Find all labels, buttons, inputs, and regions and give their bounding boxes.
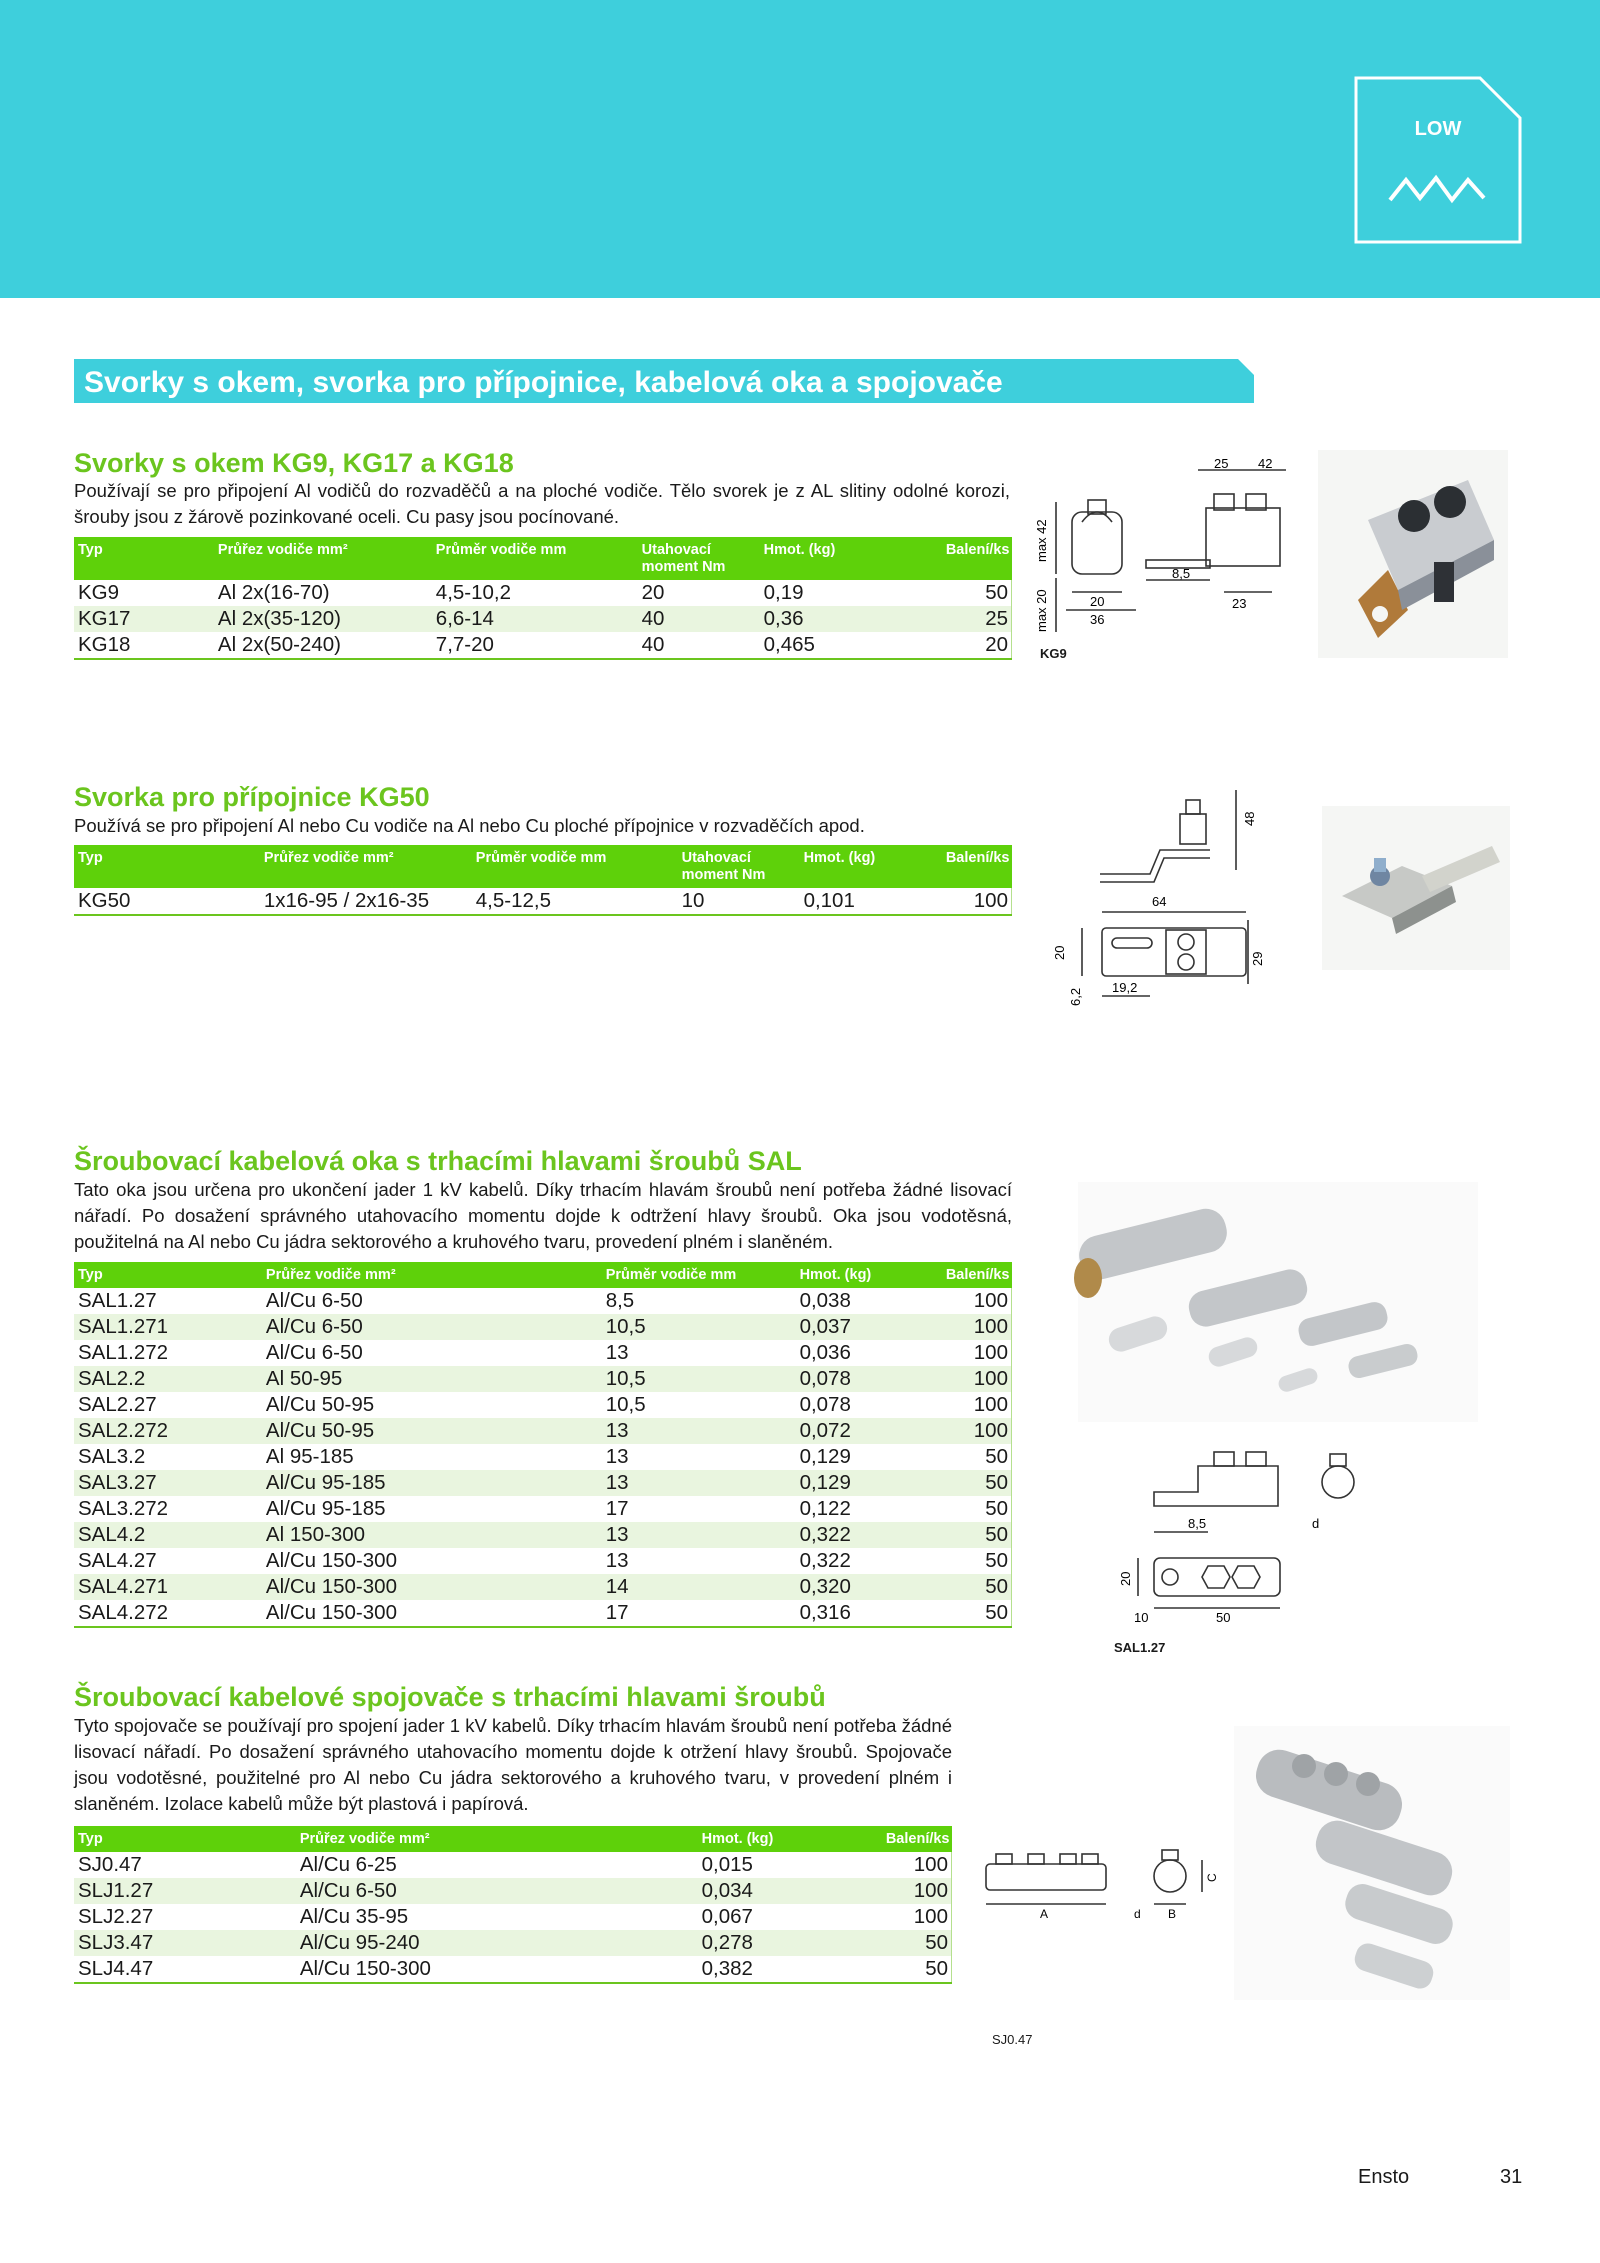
cell: 0,078 (796, 1366, 906, 1392)
cell: SAL2.27 (78, 1393, 157, 1416)
cell: 0,038 (799, 1289, 851, 1312)
cell: 50 (985, 1497, 1008, 1520)
cell: 0,067 (701, 1905, 753, 1928)
section-title-kg50: Svorka pro přípojnice KG50 (74, 782, 430, 812)
cell: 0,19 (763, 581, 804, 604)
cell: Al/Cu 6-50 (265, 1341, 363, 1364)
col-header: Balení/ks (906, 1262, 1012, 1288)
dim-label: 42 (1258, 456, 1273, 471)
cell: SAL3.272 (78, 1497, 169, 1520)
cell: 7,7-20 (435, 633, 494, 656)
cell: 13 (602, 1522, 796, 1548)
cell: 100 (818, 1878, 952, 1904)
table-row (74, 1878, 952, 1904)
cell: SJ0.47 (78, 1853, 142, 1876)
kg50-technical-drawing (1040, 770, 1265, 1014)
table-row (74, 1522, 1012, 1548)
table-row (74, 606, 1012, 632)
table-row (74, 1392, 1012, 1418)
cell: 0,034 (698, 1878, 818, 1904)
table-row (74, 1930, 952, 1956)
cell: Al 2x(16-70) (217, 581, 330, 604)
dim-label: 29 (1250, 951, 1265, 966)
col-header: Průměr vodiče mm (432, 537, 638, 580)
cell: 100 (973, 1289, 1008, 1312)
cell: 14 (602, 1574, 796, 1600)
cell: Al/Cu 95-185 (265, 1497, 386, 1520)
cell: 100 (906, 1418, 1012, 1444)
section-title-spojovace: Šroubovací kabelové spojovače s trhacími hlavami šroubů (74, 1682, 826, 1712)
dim-label: 25 (1214, 456, 1229, 471)
cell: 0,278 (698, 1930, 818, 1956)
table-row (74, 1904, 952, 1930)
col-header: Hmot. (kg) (796, 1262, 906, 1288)
col-header: Balení/ks (880, 537, 1012, 580)
section-desc-spojovace: Tyto spojovače se používají pro spojení jader 1 kV kabelů. Díky trhacím hlavám šroubů není potřeba žádné lisovací nářadí. Po dosažení správného utahovacího momentu dojde k otržení hlavy šroubů. Spojovače jsou vodotěsné, použitelné pro Al nebo Cu jádra sektorového a kruhového tvaru, v provedení plném i slaněném. Izolace kabelů může být plastová i papírová. (74, 1715, 952, 1814)
cell: 0,322 (796, 1522, 906, 1548)
cell: 13 (605, 1549, 629, 1572)
cell: Al 150-300 (262, 1522, 602, 1548)
cell: KG9 (78, 581, 120, 604)
col-header: Utahovací moment Nm (678, 845, 800, 888)
banner-title: Svorky s okem, svorka pro přípojnice, kabelová oka a spojovače (84, 366, 1003, 399)
dim-label: 6,2 (1068, 987, 1083, 1006)
cell: 13 (605, 1341, 629, 1364)
connectors-photo (1234, 1726, 1510, 2000)
cell: 13 (602, 1418, 796, 1444)
cell: SLJ1.27 (74, 1878, 296, 1904)
cell: SAL3.2 (78, 1445, 146, 1468)
cell: SAL4.27 (78, 1549, 157, 1572)
table-row (74, 1852, 952, 1878)
kg9-clamp-photo (1318, 450, 1508, 658)
col-header: Průřez vodiče mm² (214, 537, 432, 580)
cell: 10,5 (602, 1366, 796, 1392)
kg-table (74, 537, 1012, 660)
section-desc-sal: Tato oka jsou určena pro ukončení jader 1 kV kabelů. Díky trhacím hlavám šroubů není potřeba žádné lisovací nářadí. Po dosažení správného utahovacího momentu dojde k odtržení hlavy šroubů. Oka jsou vodotěsná, použitelná na Al nebo Cu jádra sektorového a kruhového tvaru, provedení plném i slaněném. (74, 1179, 1012, 1252)
cell: Al 50-95 (262, 1366, 602, 1392)
cell: KG18 (78, 633, 131, 656)
kg9-technical-drawing (1034, 456, 1298, 654)
dim-label: d (1312, 1516, 1320, 1531)
cell: Al/Cu 150-300 (265, 1601, 397, 1624)
cell: 0,036 (799, 1341, 851, 1364)
low-voltage-badge-icon (1354, 76, 1522, 244)
cell: 100 (973, 1393, 1008, 1416)
table-row (74, 632, 1012, 659)
cell: 0,36 (760, 606, 880, 632)
cell: Al/Cu 150-300 (265, 1549, 397, 1572)
cell: 0,122 (799, 1497, 851, 1520)
cell: SLJ4.47 (78, 1957, 154, 1980)
col-header: Průřez vodiče mm² (262, 1262, 602, 1288)
kg50-clamp-photo (1322, 806, 1510, 970)
cell: 50 (925, 1957, 948, 1980)
dim-label: A (1040, 1907, 1049, 1921)
section-desc-kg50: Používá se pro připojení Al nebo Cu vodiče na Al nebo Cu ploché přípojnice v rozvaděčích apod. (74, 815, 865, 836)
drawing-caption: SJ0.47 (992, 2032, 1033, 2047)
table-row (74, 1956, 952, 1983)
cell: SAL4.2 (74, 1522, 262, 1548)
dim-label: max 20 (1034, 589, 1049, 632)
cell: 6,6-14 (432, 606, 638, 632)
table-row (74, 580, 1012, 606)
cell: 25 (880, 606, 1012, 632)
cell: 0,322 (799, 1549, 851, 1572)
cell: SAL2.272 (74, 1418, 262, 1444)
cell: 10,5 (605, 1393, 646, 1416)
col-header: Balení/ks (818, 1826, 952, 1852)
col-header: Balení/ks (910, 845, 1012, 888)
cell: 13 (605, 1445, 629, 1468)
dim-label: 64 (1152, 894, 1167, 909)
cell: 50 (906, 1522, 1012, 1548)
cell: SAL4.272 (78, 1601, 169, 1624)
cell: 17 (605, 1601, 629, 1624)
kg50-table (74, 845, 1012, 916)
cell: 50 (985, 1601, 1008, 1624)
dim-label: 20 (1118, 1571, 1133, 1586)
cell: 40 (638, 606, 760, 632)
cell: 1x16-95 / 2x16-35 (263, 889, 430, 912)
cell: Al/Cu 6-50 (262, 1314, 602, 1340)
cell: 13 (602, 1470, 796, 1496)
dim-label: d (1134, 1907, 1141, 1921)
table-row (74, 1340, 1012, 1366)
cell: 0,129 (799, 1445, 851, 1468)
col-header: Typ (74, 537, 214, 580)
drawing-caption: KG9 (1040, 646, 1067, 661)
section-title-kg9: Svorky s okem KG9, KG17 a KG18 (74, 448, 514, 478)
cell: 50 (818, 1930, 952, 1956)
badge-label: LOW (1414, 118, 1462, 140)
footer-brand: Ensto (1358, 2166, 1410, 2188)
cell: 20 (985, 633, 1008, 656)
cell: 50 (985, 1549, 1008, 1572)
section-desc-kg9: Používají se pro připojení Al vodičů do rozvaděčů a na ploché vodiče. Tělo svorek je z AL slitiny odolné korozi, šrouby jsou z žárově pozinkované oceli. Cu pasy jsou pocínované. (74, 480, 1010, 527)
cell: 50 (985, 581, 1008, 604)
dim-label: 8,5 (1172, 566, 1191, 581)
cell: Al/Cu 6-50 (296, 1878, 698, 1904)
col-header: Hmot. (kg) (698, 1826, 818, 1852)
cell: 0,320 (796, 1574, 906, 1600)
dim-label: 23 (1232, 596, 1247, 611)
cell: 10 (681, 889, 705, 912)
cell: SAL1.27 (78, 1289, 157, 1312)
col-header: Průřez vodiče mm² (260, 845, 472, 888)
cell: Al/Cu 150-300 (262, 1574, 602, 1600)
table-row (74, 1288, 1012, 1314)
cell: Al/Cu 6-25 (299, 1853, 397, 1876)
cell: Al/Cu 150-300 (299, 1957, 431, 1980)
table-row (74, 1496, 1012, 1522)
cell: 0,382 (701, 1957, 753, 1980)
cell: 4,5-10,2 (435, 581, 512, 604)
sj-technical-drawing (980, 1846, 1250, 1930)
cell: Al/Cu 50-95 (262, 1418, 602, 1444)
sal-lugs-photo (1078, 1182, 1478, 1422)
dim-label: 50 (1216, 1610, 1231, 1625)
table-row (74, 1548, 1012, 1574)
col-header: Typ (74, 845, 260, 888)
table-row (74, 1444, 1012, 1470)
sal-technical-drawing (1108, 1436, 1368, 1632)
dim-label: 20 (1090, 594, 1105, 609)
col-header: Utahovací moment Nm (638, 537, 760, 580)
cell: SAL1.272 (78, 1341, 169, 1364)
table-row (74, 1600, 1012, 1627)
cell: 100 (913, 1853, 948, 1876)
cell: SLJ3.47 (74, 1930, 296, 1956)
page-number: 31 (1500, 2166, 1523, 2188)
dim-label: 10 (1134, 1610, 1149, 1625)
cell: SAL1.271 (74, 1314, 262, 1340)
cell: SLJ2.27 (78, 1905, 154, 1928)
cell: 0,015 (701, 1853, 753, 1876)
sal-table (74, 1262, 1012, 1628)
cell: 0,101 (803, 889, 855, 912)
col-header: Průměr vodiče mm (602, 1262, 796, 1288)
cell: Al/Cu 35-95 (299, 1905, 409, 1928)
col-header: Průřez vodiče mm² (296, 1826, 698, 1852)
cell: KG50 (78, 889, 131, 912)
drawing-caption: SAL1.27 (1114, 1640, 1166, 1655)
cell: 0,465 (763, 633, 815, 656)
dim-label: 8,5 (1188, 1516, 1207, 1531)
cell: 50 (985, 1445, 1008, 1468)
cell: 100 (906, 1366, 1012, 1392)
table-row (74, 1314, 1012, 1340)
table-row (74, 1574, 1012, 1600)
dim-label: 19,2 (1112, 980, 1138, 995)
cell: 100 (973, 889, 1008, 912)
col-header: Typ (74, 1826, 296, 1852)
dim-label: B (1168, 1907, 1177, 1921)
col-header: Hmot. (kg) (760, 537, 880, 580)
cell: SAL2.2 (74, 1366, 262, 1392)
cell: 0,078 (799, 1393, 851, 1416)
cell: 100 (973, 1341, 1008, 1364)
table-row (74, 1418, 1012, 1444)
col-header: Průměr vodiče mm (472, 845, 678, 888)
cell: Al 2x(35-120) (214, 606, 432, 632)
col-header: Hmot. (kg) (800, 845, 910, 888)
cell: Al/Cu 50-95 (265, 1393, 375, 1416)
section-title-sal: Šroubovací kabelová oka s trhacími hlavami šroubů SAL (74, 1146, 802, 1176)
cell: Al/Cu 95-240 (296, 1930, 698, 1956)
table-row (74, 1470, 1012, 1496)
table-row (74, 888, 1012, 915)
col-header: Typ (74, 1262, 262, 1288)
cell: 17 (605, 1497, 629, 1520)
cell: 10,5 (602, 1314, 796, 1340)
dim-label: 20 (1052, 945, 1067, 960)
cell: KG17 (74, 606, 214, 632)
cell: 50 (906, 1470, 1012, 1496)
cell: 0,037 (796, 1314, 906, 1340)
cell: Al 2x(50-240) (217, 633, 341, 656)
cell: Al 95-185 (265, 1445, 354, 1468)
cell: 20 (641, 581, 665, 604)
cell: 40 (641, 633, 665, 656)
cell: 0,316 (799, 1601, 851, 1624)
dim-label: 48 (1242, 811, 1257, 826)
spojovace-table (74, 1826, 952, 1984)
cell: 4,5-12,5 (475, 889, 552, 912)
cell: 0,129 (796, 1470, 906, 1496)
cell: Al/Cu 95-185 (262, 1470, 602, 1496)
cell: SAL3.27 (74, 1470, 262, 1496)
cell: SAL4.271 (74, 1574, 262, 1600)
cell: 50 (906, 1574, 1012, 1600)
cell: 8,5 (605, 1289, 635, 1312)
dim-label: C (1205, 1873, 1219, 1882)
cell: Al/Cu 6-50 (265, 1289, 363, 1312)
cell: 0,072 (796, 1418, 906, 1444)
dim-label: max 42 (1034, 519, 1049, 562)
table-row (74, 1366, 1012, 1392)
cell: 100 (906, 1314, 1012, 1340)
cell: 100 (913, 1905, 948, 1928)
dim-label: 36 (1090, 612, 1105, 627)
